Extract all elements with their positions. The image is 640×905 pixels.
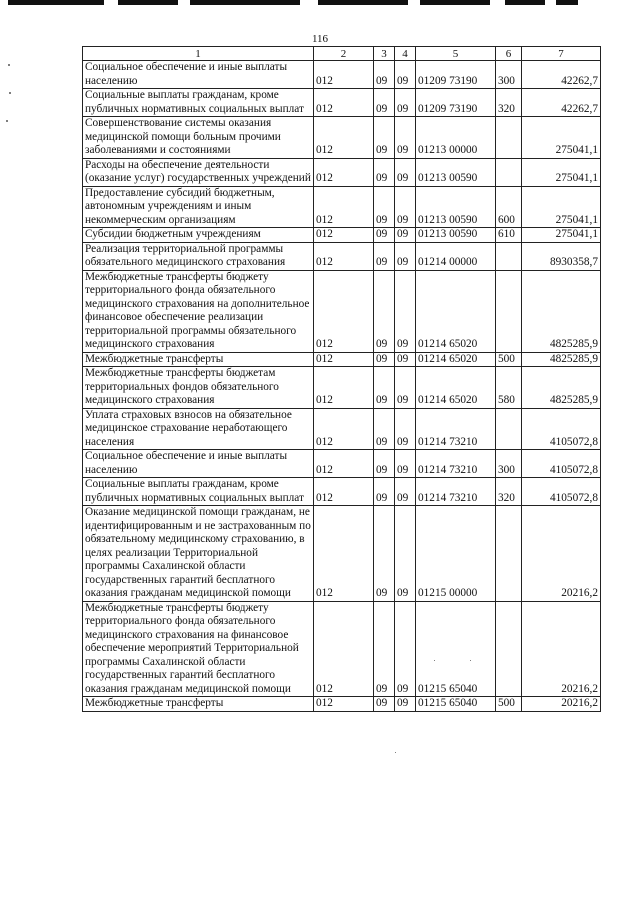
row-section: 09 <box>374 478 395 506</box>
table-header <box>83 47 601 61</box>
row-section: 09 <box>374 408 395 450</box>
row-target-article: 01213 00590 <box>416 186 496 228</box>
row-subsection: 09 <box>395 352 416 367</box>
table-row <box>83 61 601 89</box>
table-row <box>83 158 601 186</box>
row-expense-type: 320 <box>496 89 522 117</box>
row-amount: 42262,7 <box>522 61 601 89</box>
row-name: Межбюджетные трансферты <box>83 352 314 367</box>
column-header-6: 6 <box>496 47 522 61</box>
row-amount: 20216,2 <box>522 506 601 602</box>
row-name: Социальные выплаты гражданам, кроме публичных нормативных социальных выплат <box>83 478 314 506</box>
row-target-article: 01215 65040 <box>416 601 496 697</box>
row-amount: 275041,1 <box>522 158 601 186</box>
row-subsection: 09 <box>395 117 416 159</box>
row-ministry-code: 012 <box>314 450 374 478</box>
row-section: 09 <box>374 450 395 478</box>
row-section: 09 <box>374 228 395 243</box>
budget-table <box>82 46 601 712</box>
column-header-4: 4 <box>395 47 416 61</box>
row-name: Межбюджетные трансферты бюджету территориального фонда обязательного медицинского страхования на финансовое обеспечение мероприятий Территориальной программы Сахалинской области государственных гарантий бесплатного оказания гражданам медицинской помощи <box>83 601 314 697</box>
column-header-7: 7 <box>522 47 601 61</box>
row-name: Совершенствование системы оказания медицинской помощи больным прочими заболеваниями и состояниями <box>83 117 314 159</box>
row-target-article: 01214 00000 <box>416 242 496 270</box>
row-target-article: 01215 00000 <box>416 506 496 602</box>
row-target-article: 01209 73190 <box>416 61 496 89</box>
row-section: 09 <box>374 158 395 186</box>
row-expense-type: 600 <box>496 186 522 228</box>
row-subsection: 09 <box>395 478 416 506</box>
row-name: Уплата страховых взносов на обязательное медицинское страхование неработающего населения <box>83 408 314 450</box>
row-section: 09 <box>374 117 395 159</box>
row-subsection: 09 <box>395 242 416 270</box>
table-row <box>83 697 601 712</box>
row-target-article: 01214 65020 <box>416 270 496 352</box>
row-amount: 4825285,9 <box>522 270 601 352</box>
table-row <box>83 228 601 243</box>
table-row <box>83 367 601 409</box>
row-amount: 275041,1 <box>522 186 601 228</box>
table-row <box>83 478 601 506</box>
row-section: 09 <box>374 270 395 352</box>
row-expense-type: 320 <box>496 478 522 506</box>
row-name: Межбюджетные трансферты бюджетам территориальных фондов обязательного медицинского страхования <box>83 367 314 409</box>
row-target-article: 01213 00590 <box>416 158 496 186</box>
table-row <box>83 117 601 159</box>
column-header-2: 2 <box>314 47 374 61</box>
row-expense-type: 300 <box>496 450 522 478</box>
row-ministry-code: 012 <box>314 228 374 243</box>
table-row <box>83 352 601 367</box>
row-amount: 275041,1 <box>522 228 601 243</box>
table-row <box>83 601 601 697</box>
row-ministry-code: 012 <box>314 506 374 602</box>
row-ministry-code: 012 <box>314 61 374 89</box>
row-section: 09 <box>374 61 395 89</box>
row-name: Субсидии бюджетным учреждениям <box>83 228 314 243</box>
row-name: Социальное обеспечение и иные выплаты населению <box>83 61 314 89</box>
row-target-article: 01214 65020 <box>416 367 496 409</box>
row-amount: 4825285,9 <box>522 367 601 409</box>
row-subsection: 09 <box>395 270 416 352</box>
row-name: Социальное обеспечение и иные выплаты населению <box>83 450 314 478</box>
row-expense-type <box>496 506 522 602</box>
row-section: 09 <box>374 506 395 602</box>
row-expense-type: 500 <box>496 697 522 712</box>
row-subsection: 09 <box>395 89 416 117</box>
row-amount: 4105072,8 <box>522 450 601 478</box>
row-expense-type: 300 <box>496 61 522 89</box>
row-expense-type <box>496 270 522 352</box>
row-section: 09 <box>374 352 395 367</box>
row-subsection: 09 <box>395 186 416 228</box>
row-name: Межбюджетные трансферты бюджету территориального фонда обязательного медицинского страхования на дополнительное финансовое обеспечение реализации территориальной программы обязательного медицинского страхования <box>83 270 314 352</box>
row-ministry-code: 012 <box>314 158 374 186</box>
row-section: 09 <box>374 89 395 117</box>
table-row <box>83 242 601 270</box>
column-header-5: 5 <box>416 47 496 61</box>
row-ministry-code: 012 <box>314 478 374 506</box>
row-amount: 42262,7 <box>522 89 601 117</box>
top-edge-bleed <box>0 0 640 6</box>
row-expense-type <box>496 601 522 697</box>
row-amount: 20216,2 <box>522 601 601 697</box>
row-target-article: 01215 65040 <box>416 697 496 712</box>
row-amount: 4105072,8 <box>522 478 601 506</box>
row-expense-type <box>496 242 522 270</box>
table-row <box>83 506 601 602</box>
table-row <box>83 186 601 228</box>
row-target-article: 01214 73210 <box>416 478 496 506</box>
row-subsection: 09 <box>395 506 416 602</box>
row-section: 09 <box>374 186 395 228</box>
row-ministry-code: 012 <box>314 367 374 409</box>
row-name: Социальные выплаты гражданам, кроме публичных нормативных социальных выплат <box>83 89 314 117</box>
scan-speck <box>9 92 11 94</box>
row-subsection: 09 <box>395 408 416 450</box>
table-row <box>83 270 601 352</box>
row-target-article: 01209 73190 <box>416 89 496 117</box>
header-row <box>83 47 601 61</box>
row-section: 09 <box>374 601 395 697</box>
row-name: Реализация территориальной программы обязательного медицинского страхования <box>83 242 314 270</box>
row-target-article: 01214 65020 <box>416 352 496 367</box>
page-number: 116 <box>311 33 329 45</box>
scan-speck <box>470 660 471 661</box>
row-expense-type: 610 <box>496 228 522 243</box>
row-section: 09 <box>374 697 395 712</box>
row-expense-type <box>496 117 522 159</box>
row-subsection: 09 <box>395 601 416 697</box>
scan-speck <box>6 120 8 122</box>
row-ministry-code: 012 <box>314 408 374 450</box>
table-row <box>83 408 601 450</box>
column-header-1: 1 <box>83 47 314 61</box>
row-ministry-code: 012 <box>314 601 374 697</box>
row-subsection: 09 <box>395 450 416 478</box>
row-amount: 4105072,8 <box>522 408 601 450</box>
row-section: 09 <box>374 367 395 409</box>
row-target-article: 01213 00590 <box>416 228 496 243</box>
table-body <box>83 61 601 712</box>
row-subsection: 09 <box>395 367 416 409</box>
row-expense-type: 500 <box>496 352 522 367</box>
row-ministry-code: 012 <box>314 117 374 159</box>
row-target-article: 01214 73210 <box>416 408 496 450</box>
row-ministry-code: 012 <box>314 242 374 270</box>
row-name: Расходы на обеспечение деятельности (оказание услуг) государственных учреждений <box>83 158 314 186</box>
row-ministry-code: 012 <box>314 352 374 367</box>
row-amount: 8930358,7 <box>522 242 601 270</box>
scan-speck <box>434 660 435 661</box>
row-amount: 275041,1 <box>522 117 601 159</box>
row-subsection: 09 <box>395 61 416 89</box>
scan-speck <box>8 64 10 66</box>
row-name: Предоставление субсидий бюджетным, автономным учреждениям и иным некоммерческим организациям <box>83 186 314 228</box>
row-ministry-code: 012 <box>314 270 374 352</box>
row-section: 09 <box>374 242 395 270</box>
row-amount: 20216,2 <box>522 697 601 712</box>
row-ministry-code: 012 <box>314 186 374 228</box>
row-expense-type <box>496 158 522 186</box>
row-expense-type <box>496 408 522 450</box>
column-header-3: 3 <box>374 47 395 61</box>
row-target-article: 01214 73210 <box>416 450 496 478</box>
row-name: Межбюджетные трансферты <box>83 697 314 712</box>
row-target-article: 01213 00000 <box>416 117 496 159</box>
row-subsection: 09 <box>395 158 416 186</box>
row-ministry-code: 012 <box>314 697 374 712</box>
table-row <box>83 450 601 478</box>
table-row <box>83 89 601 117</box>
row-amount: 4825285,9 <box>522 352 601 367</box>
row-subsection: 09 <box>395 228 416 243</box>
scan-speck <box>395 752 396 753</box>
row-expense-type: 580 <box>496 367 522 409</box>
row-name: Оказание медицинской помощи гражданам, не идентифицированным и не застрахованным по обязательному медицинскому страхованию, в целях реализации Территориальной программы Сахалинской области государственных гарантий бесплатного оказания гражданам медицинской помощи <box>83 506 314 602</box>
row-subsection: 09 <box>395 697 416 712</box>
row-ministry-code: 012 <box>314 89 374 117</box>
